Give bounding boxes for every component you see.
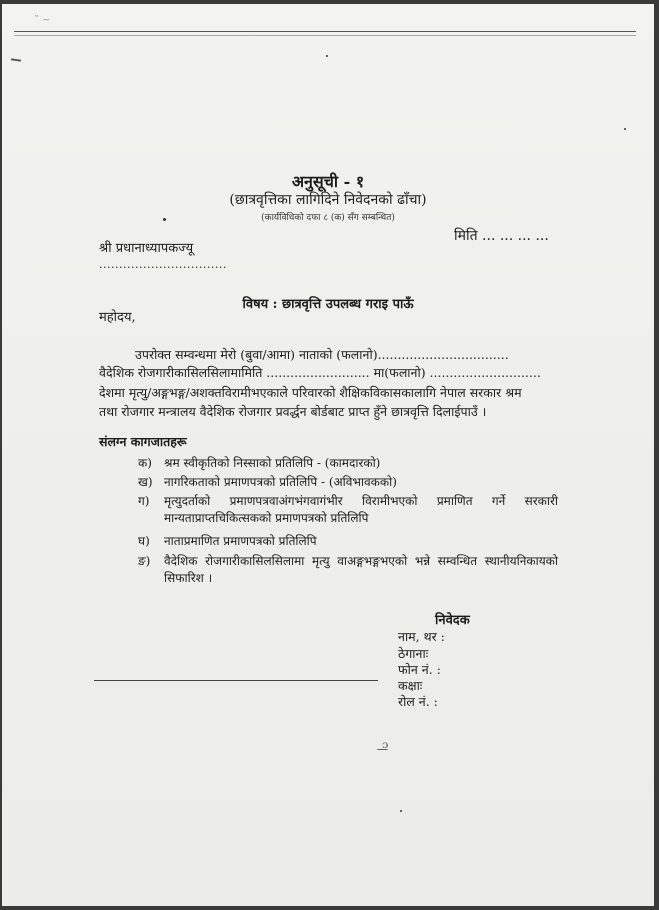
- attachment-label: ङ): [138, 554, 151, 568]
- signature-line: [94, 680, 378, 681]
- ink-dot: [326, 55, 328, 57]
- attachment-label: घ): [138, 534, 150, 548]
- applicant-phone: फोन नं. :: [398, 662, 441, 677]
- edge-mark: [11, 58, 21, 61]
- attachment-text: वैदेशिक रोजगारीकासिलसिलामा मृत्यु वाअङ्गभङ्गभएको भन्ने सम्वन्धित स्थानीयनिकायको सिफारिश ।: [164, 554, 558, 585]
- form-subtitle: (छात्रवृत्तिका लागिदिने निवेदनको ढाँचा): [229, 192, 427, 208]
- handwritten-mark: ᵓ̶: [382, 738, 389, 759]
- body-line-3: देशमा मृत्यु/अङ्गभङ्ग/अशक्तविरामीभएकाले परिवारको शैक्षिकविकासकालागि नेपाल सरकार श्रम: [99, 385, 522, 400]
- attachment-label: क): [138, 456, 152, 470]
- corner-smudge: ˜ ~: [34, 15, 51, 26]
- attachment-label: ख): [138, 475, 153, 489]
- subject-line: विषय : छात्रवृत्ति उपलब्ध गराइ पाऊँ: [242, 297, 414, 312]
- top-rule-secondary: [14, 35, 636, 36]
- addressee-blank: ................................: [99, 258, 227, 271]
- applicant-heading: निवेदक: [435, 613, 470, 628]
- attachment-item: [138, 455, 558, 472]
- attachment-text: श्रम स्वीकृतिको निस्साको प्रतिलिपि - (कामदारको): [164, 456, 381, 470]
- attachment-text: नाताप्रमाणित प्रमाणपत्रको प्रतिलिपि: [164, 534, 317, 548]
- schedule-title: अनुसूची - १: [291, 172, 365, 191]
- attachment-item: [138, 474, 558, 491]
- ink-dot: [400, 810, 402, 812]
- attachment-item: [138, 533, 558, 550]
- attachments-heading: संलग्न कागजातहरू: [99, 434, 187, 449]
- ink-dot: [624, 128, 626, 130]
- addressee: श्री प्रधानाध्यापकज्यू: [99, 241, 194, 256]
- applicant-roll: रोल नं. :: [398, 694, 438, 709]
- attachment-text: नागरिकताको प्रमाणपत्रको प्रतिलिपि - (अविभावकको): [164, 475, 397, 489]
- top-rule: [14, 31, 636, 32]
- body-line-1: उपरोक्त सम्वन्धमा मेरो (बुवा/आमा) नाताको (फलानो).................................: [135, 347, 509, 362]
- applicant-name: नाम, थर :: [398, 629, 445, 644]
- attachment-text: मृत्युदर्ताको प्रमाणपत्रवाअंगभंगवागंभीर विरामीभएको प्रमाणित गर्ने सरकारी मान्यताप्राप्तचिकित्सकको प्रमाणपत्रको प्रतिलिपि: [164, 494, 558, 525]
- ink-dot: [163, 218, 166, 221]
- attachment-item: [138, 553, 558, 587]
- body-line-2: वैदेशिक रोजगारीकासिलसिलामामिति .......................... मा(फलानो) ............................: [99, 365, 541, 380]
- applicant-address: ठेगानाः: [398, 646, 429, 661]
- salutation: महोदय,: [99, 310, 136, 325]
- applicant-class: कक्षाः: [398, 678, 423, 693]
- rule-reference: (कार्यविधिको दफा ८ (क) सँग सम्बन्धित): [261, 213, 395, 223]
- attachment-label: ग): [138, 494, 150, 508]
- date-field: मिति ... ... ... ...: [454, 228, 549, 244]
- document-page: [2, 4, 654, 906]
- body-line-4: तथा रोजगार मन्त्रालय वैदेशिक रोजगार प्रवर्द्धन बोर्डबाट प्राप्त हुँने छात्रवृत्ति दिलाईपाउँ ।: [99, 404, 487, 419]
- attachment-item: [138, 493, 558, 527]
